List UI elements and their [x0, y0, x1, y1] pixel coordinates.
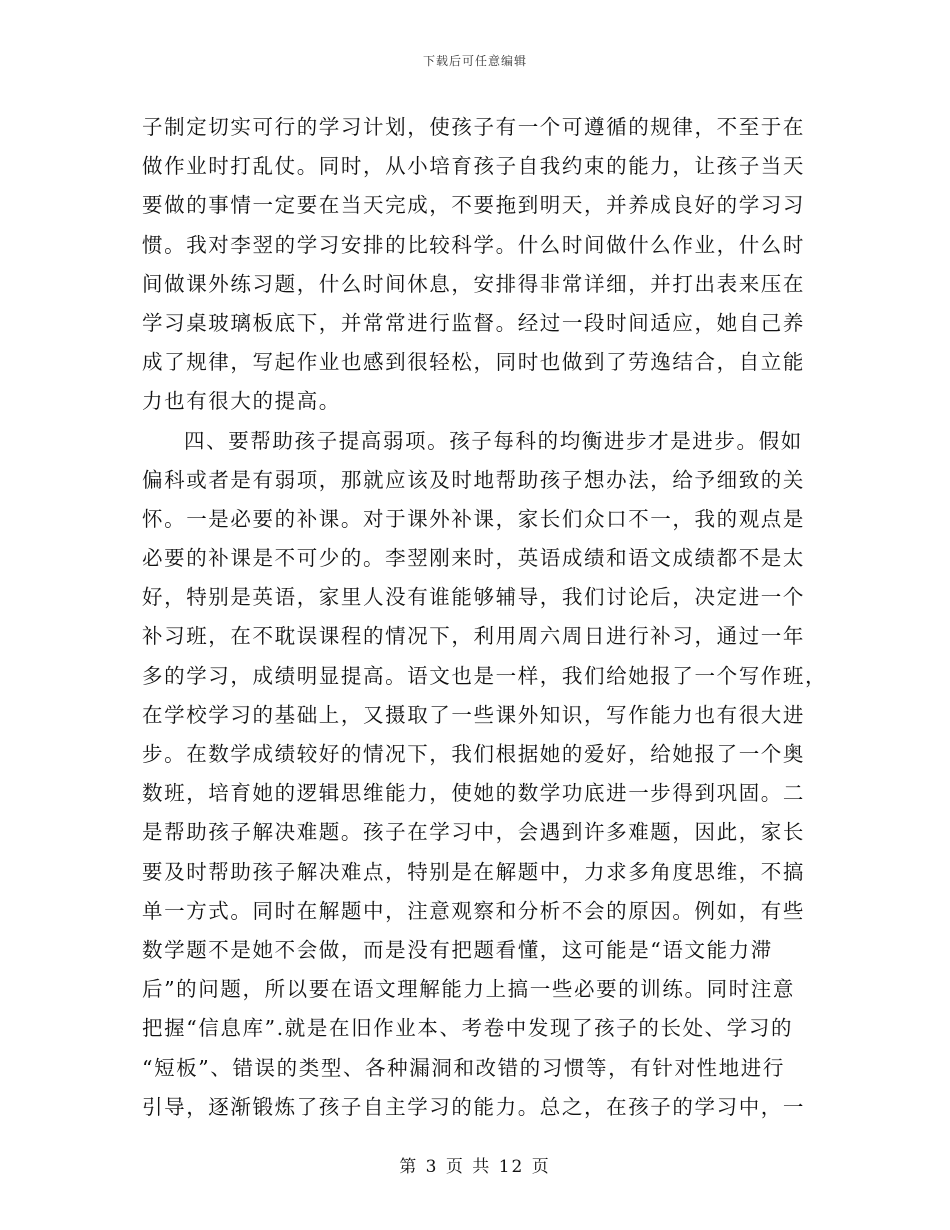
text-line: 力也有很大的提高。	[142, 389, 341, 414]
text-line: 学习桌玻璃板底下，并常常进行监督。经过一段时间适应，她自己养	[142, 310, 805, 335]
text-line: “短板”、错误的类型、各种漏洞和改错的习惯等，有针对性地进行	[142, 1055, 785, 1080]
text-line: 惯。我对李翌的学习安排的比较科学。什么时间做什么作业，什么时	[142, 232, 805, 257]
text-line: 必要的补课是不可少的。李翌刚来时，英语成绩和语文成绩都不是太	[142, 546, 805, 571]
text-line: 引导，逐渐锻炼了孩子自主学习的能力。总之，在孩子的学习中，一	[142, 1094, 805, 1119]
text-line: 数班，培育她的逻辑思维能力，使她的数学功底进一步得到巩固。二	[142, 781, 805, 806]
text-line: 偏科或者是有弱项，那就应该及时地帮助孩子想办法，给予细致的关	[142, 467, 805, 492]
paragraph-start-line: 四、要帮助孩子提高弱项。孩子每科的均衡进步才是进步。假如	[184, 428, 803, 453]
text-line: 成了规律，写起作业也感到很轻松，同时也做到了劳逸结合，自立能	[142, 350, 805, 375]
text-line: 要做的事情一定要在当天完成，不要拖到明天，并养成良好的学习习	[142, 193, 805, 218]
document-body	[142, 110, 828, 1129]
text-line: 好，特别是英语，家里人没有谁能够辅导，我们讨论后，决定进一个	[142, 585, 805, 610]
text-line: 在学校学习的基础上，又摄取了一些课外知识，写作能力也有很大进	[142, 702, 805, 727]
text-line: 把握“信息库”.就是在旧作业本、考卷中发现了孩子的长处、学习的	[142, 1016, 794, 1041]
text-line: 子制定切实可行的学习计划，使孩子有一个可遵循的规律，不至于在	[142, 115, 805, 139]
text-line: 后”的问题，所以要在语文理解能力上搞一些必要的训练。同时注意	[142, 977, 795, 1002]
text-line: 单一方式。同时在解题中，注意观察和分析不会的原因。例如，有些	[142, 898, 805, 923]
text-line: 数学题不是她不会做，而是没有把题看懂，这可能是“语文能力滞	[142, 937, 773, 962]
text-line: 间做课外练习题，什么时间休息，安排得非常详细，并打出表来压在	[142, 271, 805, 296]
text-line: 多的学习，成绩明显提高。语文也是一样，我们给她报了一个写作班，	[142, 663, 828, 688]
page-number-footer: 第 3 页 共 12 页	[399, 1157, 551, 1177]
text-line: 怀。一是必要的补课。对于课外补课，家长们众口不一，我的观点是	[142, 506, 805, 531]
text-line: 做作业时打乱仗。同时，从小培育孩子自我约束的能力，让孩子当天	[142, 154, 805, 179]
text-line: 补习班，在不耽误课程的情况下，利用周六周日进行补习，通过一年	[142, 624, 805, 649]
text-line: 要及时帮助孩子解决难点，特别是在解题中，力求多角度思维，不搞	[142, 859, 805, 884]
page-header: 下载后可任意编辑	[422, 54, 527, 68]
text-line: 步。在数学成绩较好的情况下，我们根据她的爱好，给她报了一个奥	[142, 742, 805, 766]
text-line: 是帮助孩子解决难题。孩子在学习中，会遇到许多难题，因此，家长	[142, 820, 805, 845]
